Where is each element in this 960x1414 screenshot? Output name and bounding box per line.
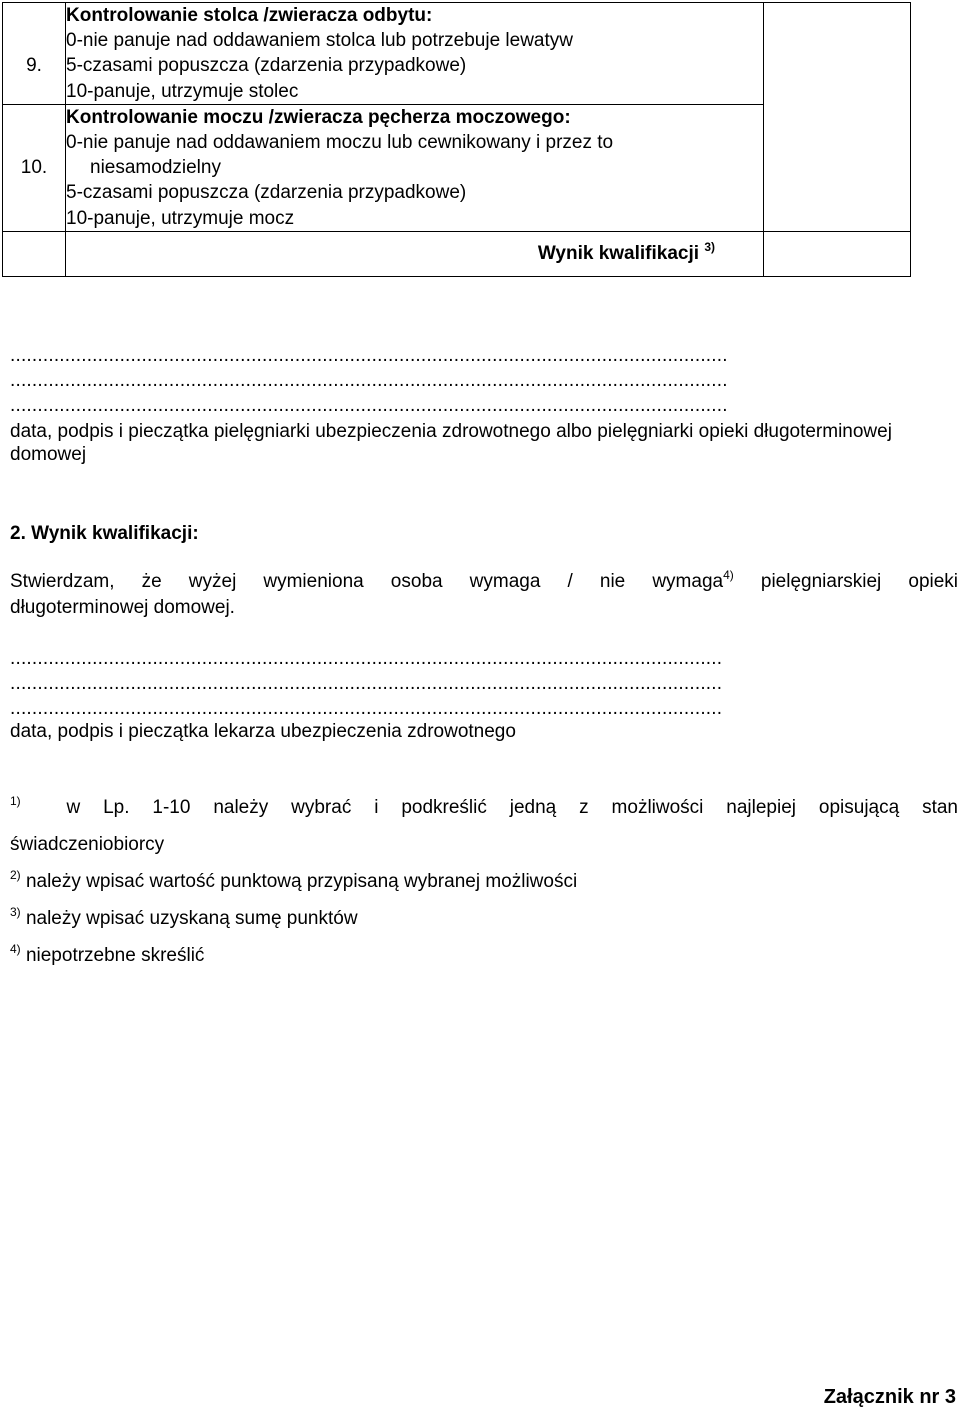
row-option: niesamodzielny: [90, 157, 221, 179]
footnote-mark: 2): [10, 868, 21, 882]
row-number: 9.: [26, 55, 42, 76]
row-number-cell: [3, 104, 66, 231]
signature-line: ...................................................................................................................................: [10, 346, 728, 366]
footnote-ref: 3): [704, 239, 715, 254]
row-option: 0-nie panuje nad oddawaniem stolca lub potrzebuje lewatyw: [66, 30, 573, 52]
row-description-cell: [66, 104, 764, 231]
row-option: 0-nie panuje nad oddawaniem moczu lub cewnikowany i przez to: [66, 132, 614, 154]
footnote-ref: 4): [723, 568, 734, 582]
row-number-cell: [3, 3, 66, 105]
footnote: $^{3)}$ należy wpisać uzyskaną sumę punktów: [10, 905, 358, 929]
result-label: Wynik kwalifikacji $^{3)}$: [537, 239, 715, 264]
assessment-table: [2, 2, 911, 277]
footnote-mark: 4): [10, 942, 21, 956]
footnote-cont: świadczeniobiorcy: [10, 834, 165, 855]
row-option: 10-panuje, utrzymuje mocz: [66, 207, 295, 229]
signature-line: ..................................................................................................................................: [10, 674, 723, 694]
signature-line: ..................................................................................................................................: [10, 649, 723, 669]
footnote: $^{4)}$ niepotrzebne skreślić: [10, 942, 205, 966]
signature-line: ...................................................................................................................................: [10, 396, 728, 416]
row-option: 10-panuje, utrzymuje stolec: [66, 80, 299, 102]
doctor-signature-caption: data, podpis i pieczątka lekarza ubezpieczenia zdrowotnego: [10, 721, 516, 742]
empty-cell: [3, 231, 66, 276]
row-heading: Kontrolowanie stolca /zwieracza odbytu:: [66, 5, 433, 26]
footnote: $^{1)}$ w Lp. 1-10 należy wybrać i podkreślić jedną z możliwości najlepiej opisującą stan: [10, 794, 958, 818]
qualification-statement-cont: długoterminowej domowej.: [10, 597, 235, 618]
row-description-cell: [66, 3, 764, 105]
footnote-mark: 3): [10, 905, 21, 919]
row-heading: Kontrolowanie moczu /zwieracza pęcherza moczowego:: [66, 106, 571, 128]
section-title: 2. Wynik kwalifikacji:: [10, 523, 199, 544]
attachment-label: Załącznik nr 3: [823, 1386, 956, 1408]
row-number: 10.: [20, 156, 48, 178]
points-cell[interactable]: [764, 3, 911, 232]
nurse-signature-caption: data, podpis i pieczątka pielęgniarki ubezpieczenia zdrowotnego albo pielęgniarki opieki długoterminowej domowej: [10, 421, 892, 465]
result-value-cell[interactable]: [764, 231, 911, 276]
row-option: 5-czasami popuszcza (zdarzenia przypadkowe): [66, 55, 467, 77]
row-option: 5-czasami popuszcza (zdarzenia przypadkowe): [66, 182, 467, 204]
table-row: [3, 3, 911, 105]
footnote-mark: 1): [10, 794, 21, 808]
signature-line: ..................................................................................................................................: [10, 699, 723, 719]
footnote: $^{2)}$ należy wpisać wartość punktową przypisaną wybranej możliwości: [10, 868, 578, 892]
qualification-statement: Stwierdzam, że wyżej wymieniona osoba wymaga / nie wymaga$^{4)}$ pielęgniarskiej opieki: [10, 568, 959, 592]
signature-line: ...................................................................................................................................: [10, 371, 728, 391]
result-row: [3, 231, 911, 276]
result-label-cell: [66, 231, 764, 276]
